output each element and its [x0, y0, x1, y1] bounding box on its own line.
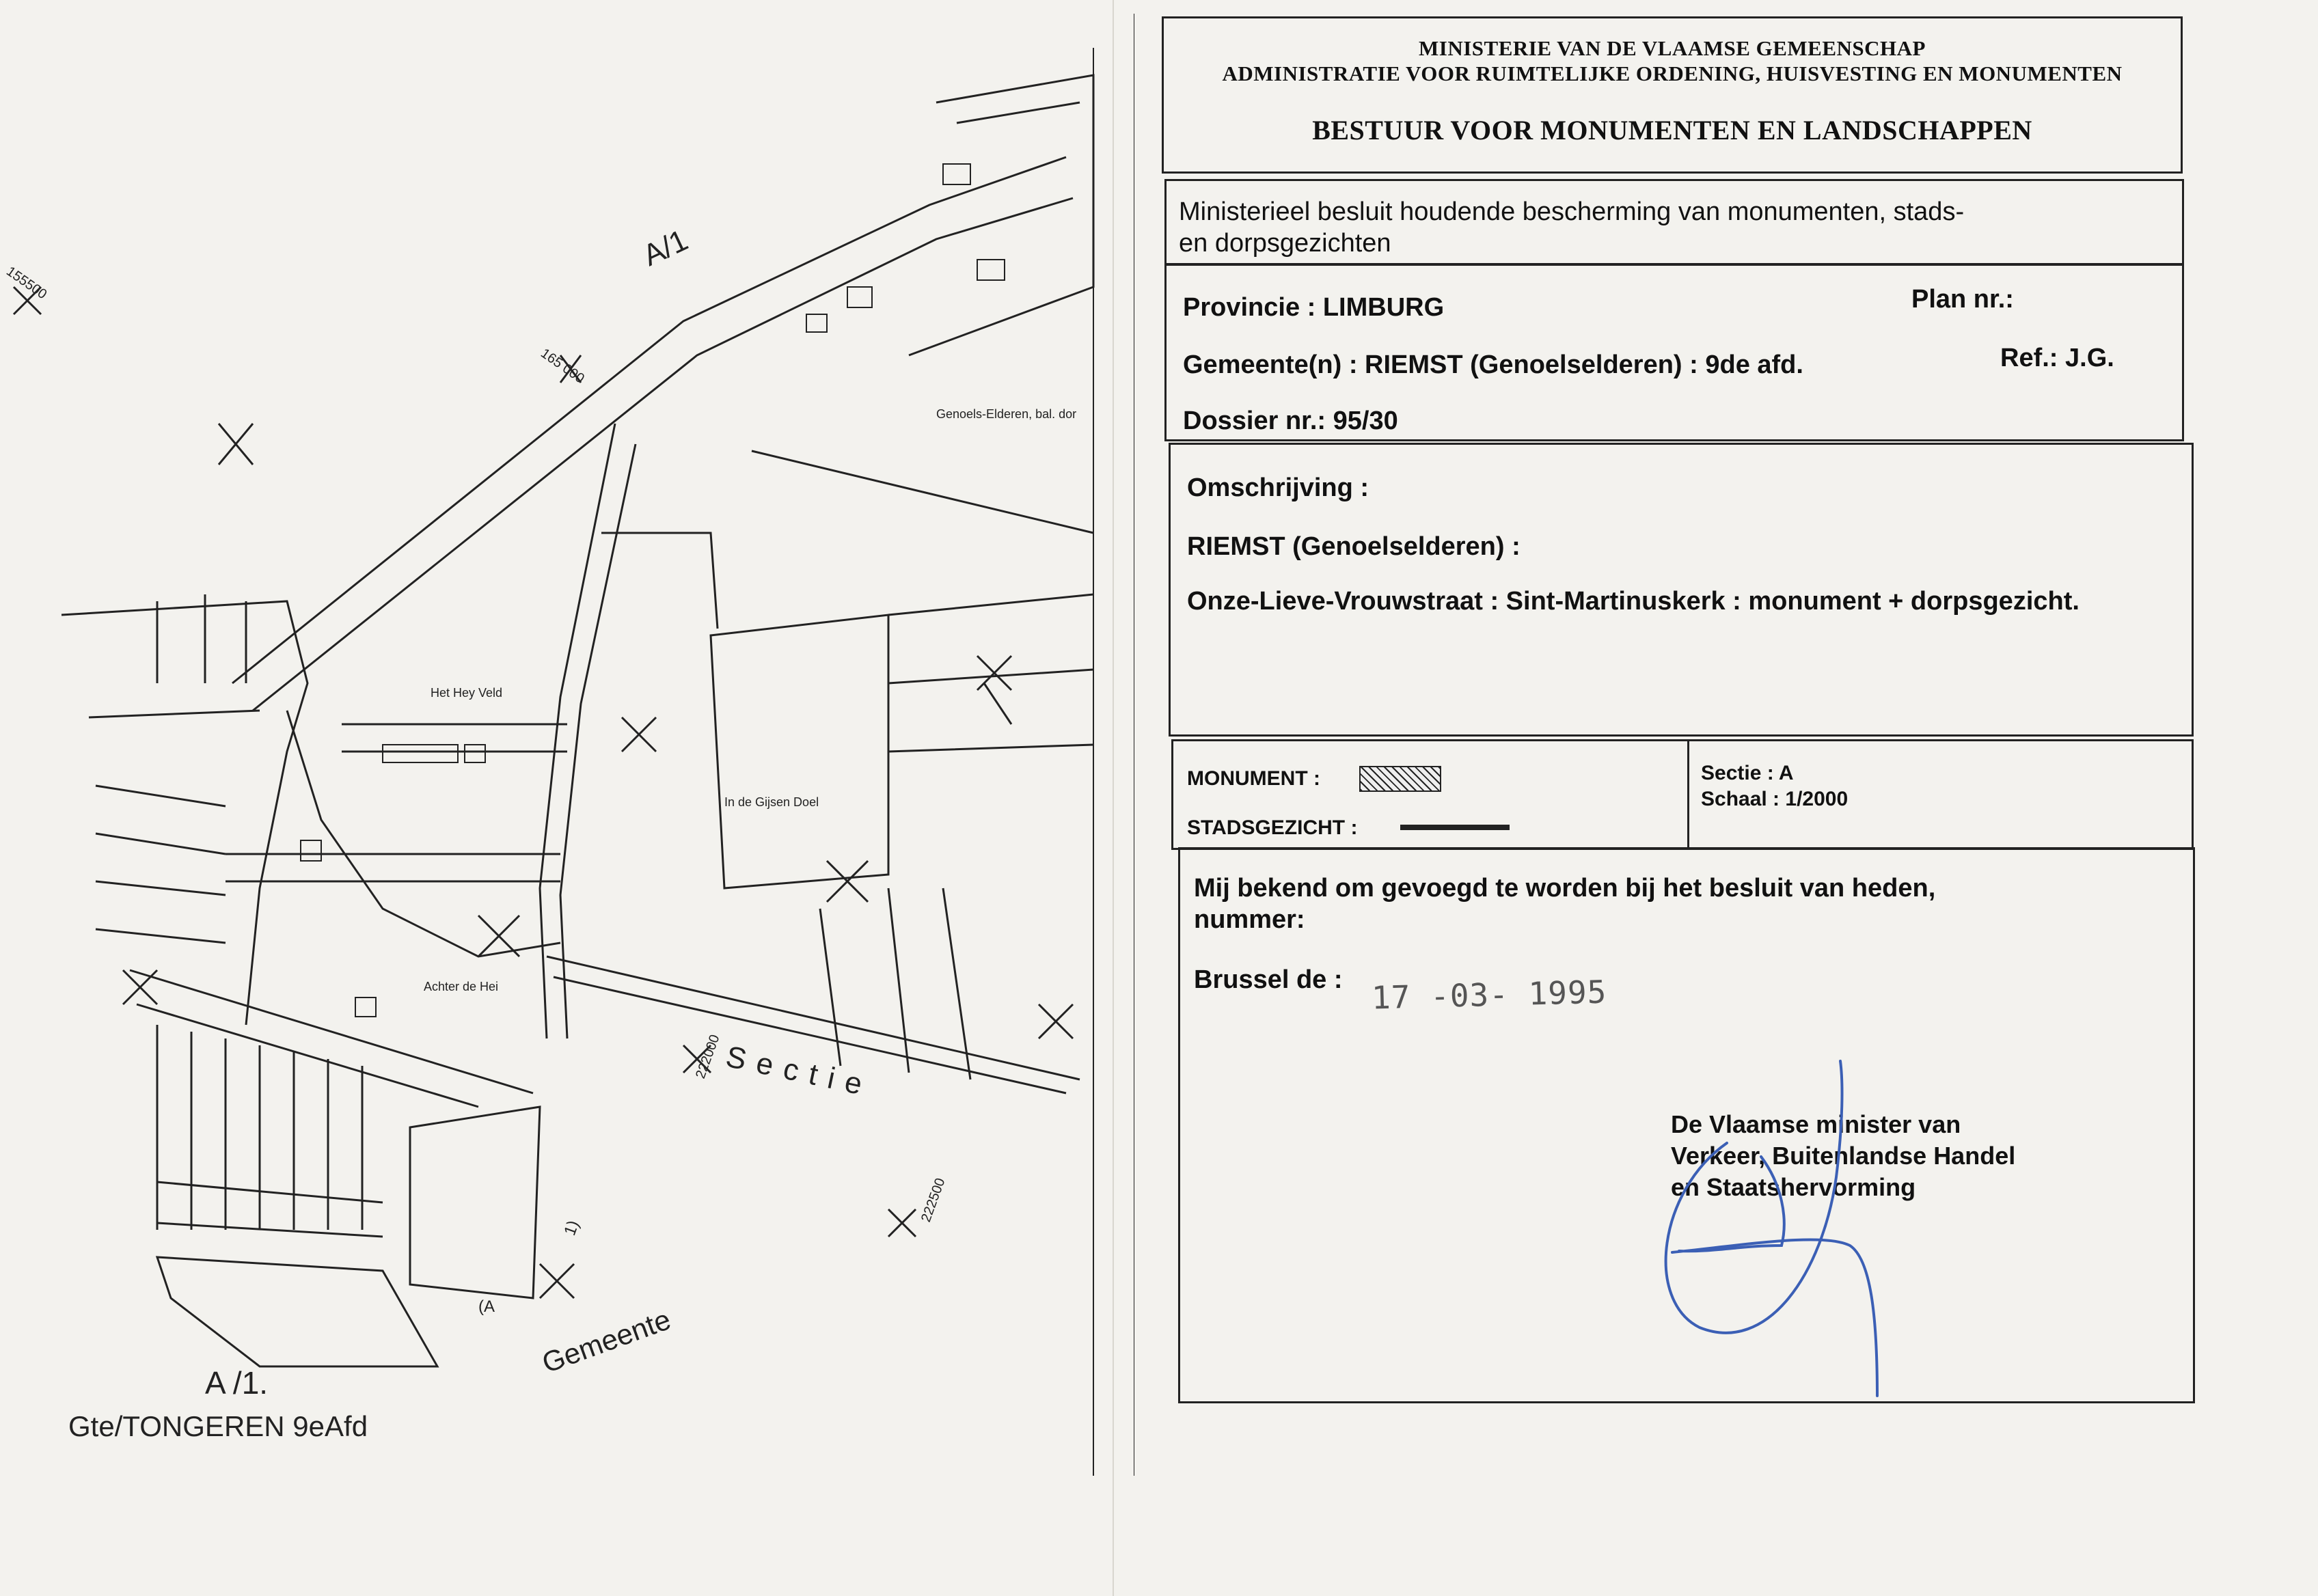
map-field-hey: Het Hey Veld [431, 686, 503, 700]
dossier-number-field: Dossier nr.: 95/30 [1183, 407, 1398, 435]
description-box [1169, 443, 2194, 737]
map-label-gemeente: Gemeente [538, 1303, 675, 1379]
province-field: Provincie : LIMBURG [1183, 293, 1445, 322]
cadastral-map [0, 0, 1134, 1596]
legend-section: Sectie : A [1701, 762, 1794, 784]
minister-line-2: Verkeer, Buitenlandse Handel [1671, 1142, 2016, 1170]
municipality-field: Gemeente(n) : RIEMST (Genoelselderen) : 9de afd. [1183, 350, 1803, 379]
handwritten-signature [1618, 1027, 2000, 1409]
map-field-gijsen: In de Gijsen Doel [724, 795, 819, 809]
ministry-name: MINISTERIE VAN DE VLAAMSE GEMEENSCHAP [1419, 36, 1926, 60]
reference-field: Ref.: J.G. [2000, 344, 2114, 372]
map-label-a1-top: A/1 [638, 223, 694, 273]
map-label-tongeren: Gte/TONGEREN 9eAfd [68, 1410, 368, 1442]
map-grid-165000: 165 000 [538, 346, 587, 387]
plan-number-field: Plan nr.: [1911, 285, 2014, 314]
decree-line-1: Ministerieel besluit houdende bescherming van monumenten, stads- [1179, 197, 1965, 226]
map-label-a1-bottom: A /1. [205, 1365, 269, 1401]
dossier-meta-box [1164, 264, 2184, 441]
minister-line-3: en Staatshervorming [1671, 1173, 1916, 1201]
administration-name: ADMINISTRATIE VOOR RUIMTELIJKE ORDENING, HUISVESTING EN MONUMENTEN [1222, 61, 2123, 85]
known-statement: Mij bekend om gevoegd te worden bij het besluit van heden, [1194, 874, 1936, 903]
legend-divider [1687, 741, 1689, 848]
decree-line-2: en dorpsgezichten [1179, 229, 1391, 258]
signature-box [1178, 847, 2195, 1403]
legend-cityscape-label: STADSGEZICHT : [1187, 816, 1358, 839]
ministry-header [1162, 16, 2183, 174]
map-grid-222500: 222500 [918, 1176, 949, 1224]
map-label-paren-a: (A [478, 1297, 495, 1316]
number-label: nummer: [1194, 905, 1305, 934]
legend-monument-label: MONUMENT : [1187, 767, 1320, 790]
description-object: Onze-Lieve-Vrouwstraat : Sint-Martinuskerk : monument + dorpsgezicht. [1187, 587, 2080, 616]
date-stamp: 17 -03- 1995 [1371, 973, 1607, 1017]
decree-box [1164, 179, 2184, 265]
legend-scale: Schaal : 1/2000 [1701, 788, 1849, 810]
map-street-elderen: Genoels-Elderen, bal. dor [936, 407, 1077, 421]
description-label: Omschrijving : [1187, 473, 1369, 502]
map-grid-222000: 222000 [693, 1032, 723, 1081]
brussels-date-label: Brussel de : [1194, 965, 1343, 994]
department-name: BESTUUR VOOR MONUMENTEN EN LANDSCHAPPEN [1312, 115, 2032, 146]
map-label-paren-1: 1) [560, 1217, 583, 1239]
legend-box [1171, 739, 2194, 850]
map-grid-155500: 155500 [3, 264, 50, 303]
description-place: RIEMST (Genoelselderen) : [1187, 532, 1521, 561]
page-fold [1113, 0, 1114, 1596]
cityscape-line-symbol [1400, 825, 1510, 830]
minister-line-1: De Vlaamse minister van [1671, 1110, 1961, 1138]
monument-hatch-symbol [1359, 766, 1441, 792]
map-label-section: Sectie [722, 1039, 876, 1104]
map-field-heide: Achter de Hei [424, 980, 499, 993]
